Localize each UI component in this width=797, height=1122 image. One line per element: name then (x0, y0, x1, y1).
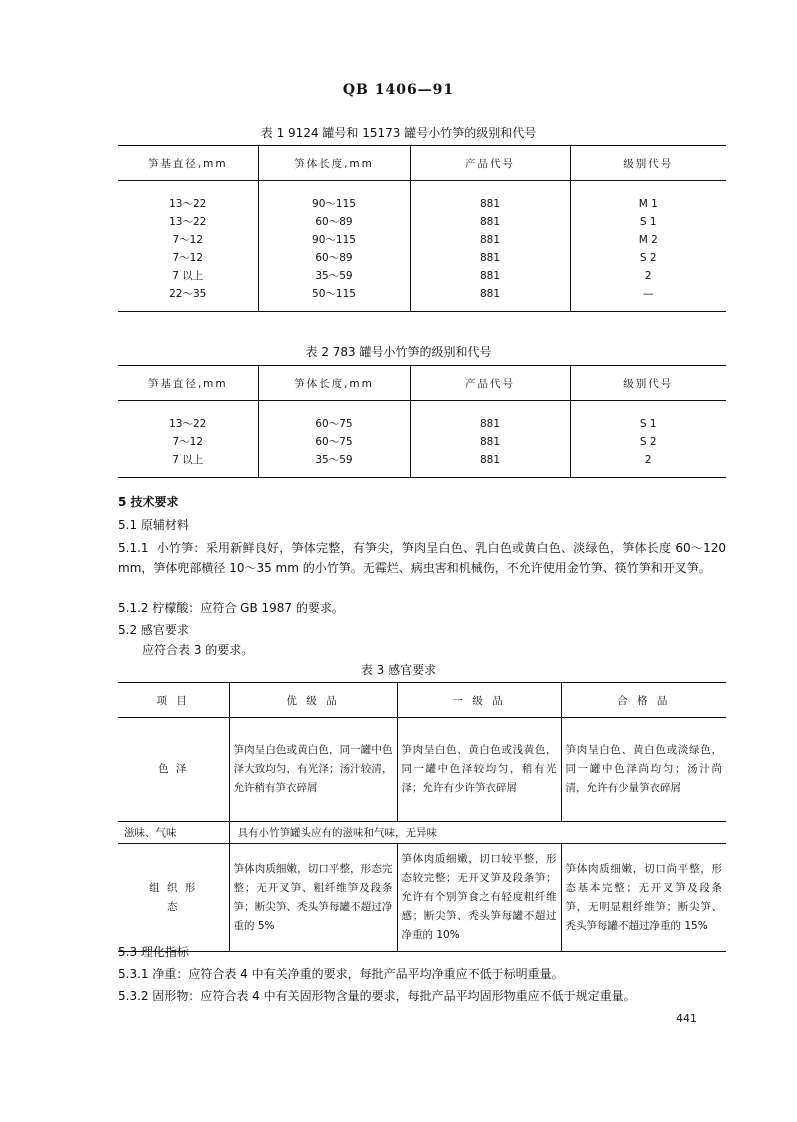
table-cell: 22～35 (118, 285, 258, 312)
table-row (118, 181, 726, 214)
table-cell: 50～115 (258, 285, 410, 312)
table3-header-premium: 优 级 品 (229, 683, 397, 718)
table-cell: 7～12 (172, 436, 204, 448)
table-cell: 881 (410, 451, 570, 478)
table-cell: 35～59 (258, 451, 410, 478)
table-cell: 60～75 (258, 433, 410, 451)
table-cell: M 1 (570, 181, 726, 214)
table3 (118, 682, 726, 952)
table1-caption: 表 1 9124 罐号和 15173 罐号小竹笋的级别和代号 (260, 126, 537, 140)
table-cell: 组 织 形 态 (118, 844, 229, 952)
table-cell: 笋体肉质细嫩，切口平整，形态完整；无开叉笋、粗纤维笋及段条笋；断尖笋、秃头笋每罐不超过净重的 5% (229, 844, 397, 952)
table-row (118, 451, 726, 478)
table-row (118, 718, 726, 822)
table3-header-qualified: 合 格 品 (561, 683, 726, 718)
section-5-3-1: 5.3.1 净重：应符合表 4 中有关净重的要求，每批产品平均净重应不低于标明重量。 (118, 967, 564, 981)
table-cell: — (570, 285, 726, 312)
table-cell: 7～12 (172, 234, 204, 246)
table-cell: 2 (570, 451, 726, 478)
page-number: 441 (676, 1012, 697, 1025)
section-5-title: 5 技术要求 (118, 495, 179, 509)
table1 (118, 145, 726, 312)
table-row (118, 401, 726, 434)
section-5-3-title: 5.3 理化指标 (118, 945, 189, 959)
section-5-1-title: 5.1 原辅材料 (118, 518, 189, 532)
table2 (118, 365, 726, 478)
standard-number: QB 1406—91 (342, 82, 455, 98)
table-row (118, 844, 726, 952)
table-cell: 13～22 (169, 418, 207, 430)
section-5-1-1 (118, 538, 726, 578)
table-row (118, 285, 726, 312)
table-cell: 90～115 (258, 181, 410, 214)
table-cell: 笋体肉质细嫩，切口较平整，形态较完整；无开叉笋及段条笋；允许有个别笋食之有轻度粗纤维感；断尖笋、秃头笋每罐不超过净重的 10% (397, 844, 561, 952)
section-5-1-2: 5.1.2 柠檬酸：应符合 GB 1987 的要求。 (118, 601, 344, 615)
table-cell: 60～75 (258, 401, 410, 434)
table-cell: 881 (410, 433, 570, 451)
table-cell: 7～12 (172, 252, 204, 264)
table-row (118, 213, 726, 231)
table-cell: 13～22 (169, 198, 207, 210)
section-5-2-text: 应符合表 3 的要求。 (142, 643, 254, 657)
table3-header-item: 项 目 (118, 683, 229, 718)
table-row (118, 267, 726, 285)
table-cell: 90～115 (258, 231, 410, 249)
table-cell: S 2 (570, 433, 726, 451)
table2-header-length: 笋体长度,mm (258, 366, 410, 401)
section-5-3-2: 5.3.2 固形物：应符合表 4 中有关固形物含量的要求，每批产品平均固形物重应不低于规定重量。 (118, 989, 636, 1003)
table-row (118, 433, 726, 451)
section-5-1-1-number: 5.1.1 (118, 541, 149, 555)
table-row (118, 822, 726, 844)
table-cell: 7 以上 (172, 270, 204, 282)
table-cell: S 1 (570, 401, 726, 434)
table-cell: 7 以上 (118, 451, 258, 478)
table-cell: 笋肉呈白色、黄白色或淡绿色，同一罐中色泽尚均匀；汤汁尚清，允许有少量笋衣碎屑 (561, 718, 726, 822)
table-cell: 笋肉呈白色或黄白色，同一罐中色泽大致均匀，有光泽；汤汁较清，允许稍有笋衣碎屑 (229, 718, 397, 822)
table-cell: 881 (410, 249, 570, 267)
table-cell: S 2 (570, 249, 726, 267)
table-cell: 13～22 (169, 216, 207, 228)
section-5-1-1-text: 小竹笋：采用新鲜良好，笋体完整，有笋尖，笋肉呈白色、乳白色或黄白色、淡绿色，笋体长度 60～120 mm，笋体兜部横径 10～35 mm 的小竹笋。无霉烂、病虫害和机械伤，不允许使用金竹笋、筷竹笋和开叉笋。 (118, 541, 726, 575)
table-row (118, 249, 726, 267)
table2-header-product-code: 产品代号 (410, 366, 570, 401)
table2-header-grade-code: 级别代号 (570, 366, 726, 401)
table-cell: 881 (410, 401, 570, 434)
table-cell: 881 (410, 267, 570, 285)
table1-header-length: 笋体长度,mm (258, 146, 410, 181)
table1-header-grade-code: 级别代号 (570, 146, 726, 181)
table-cell: 35～59 (258, 267, 410, 285)
table-cell: 60～89 (258, 249, 410, 267)
table-cell: 具有小竹笋罐头应有的滋味和气味，无异味 (229, 822, 726, 844)
table-cell: 881 (410, 213, 570, 231)
table-cell: 色 泽 (118, 718, 229, 822)
table1-header-diameter: 笋基直径,mm (118, 146, 258, 181)
table-cell: 60～89 (258, 213, 410, 231)
table3-caption: 表 3 感官要求 (360, 663, 437, 677)
table1-header-product-code: 产品代号 (410, 146, 570, 181)
table2-header-diameter: 笋基直径,mm (118, 366, 258, 401)
table-cell: M 2 (570, 231, 726, 249)
table-cell: S 1 (570, 213, 726, 231)
table-cell: 笋肉呈白色、黄白色或浅黄色，同一罐中色泽较均匀，稍有光泽；允许有少许笋衣碎屑 (397, 718, 561, 822)
table-cell: 笋体肉质细嫩，切口尚平整，形态基本完整；无开叉笋及段条笋，无明显粗纤维笋；断尖笋、秃头笋每罐不超过净重的 15% (561, 844, 726, 952)
table-cell: 881 (410, 285, 570, 312)
section-5-2-title: 5.2 感官要求 (118, 623, 189, 637)
table-cell: 881 (410, 231, 570, 249)
table2-caption: 表 2 783 罐号小竹笋的级别和代号 (305, 345, 492, 359)
table-row (118, 231, 726, 249)
table3-header-first-grade: 一 级 品 (397, 683, 561, 718)
table-cell: 滋味、气味 (118, 822, 229, 844)
table-cell: 881 (410, 181, 570, 214)
table-cell: 2 (570, 267, 726, 285)
